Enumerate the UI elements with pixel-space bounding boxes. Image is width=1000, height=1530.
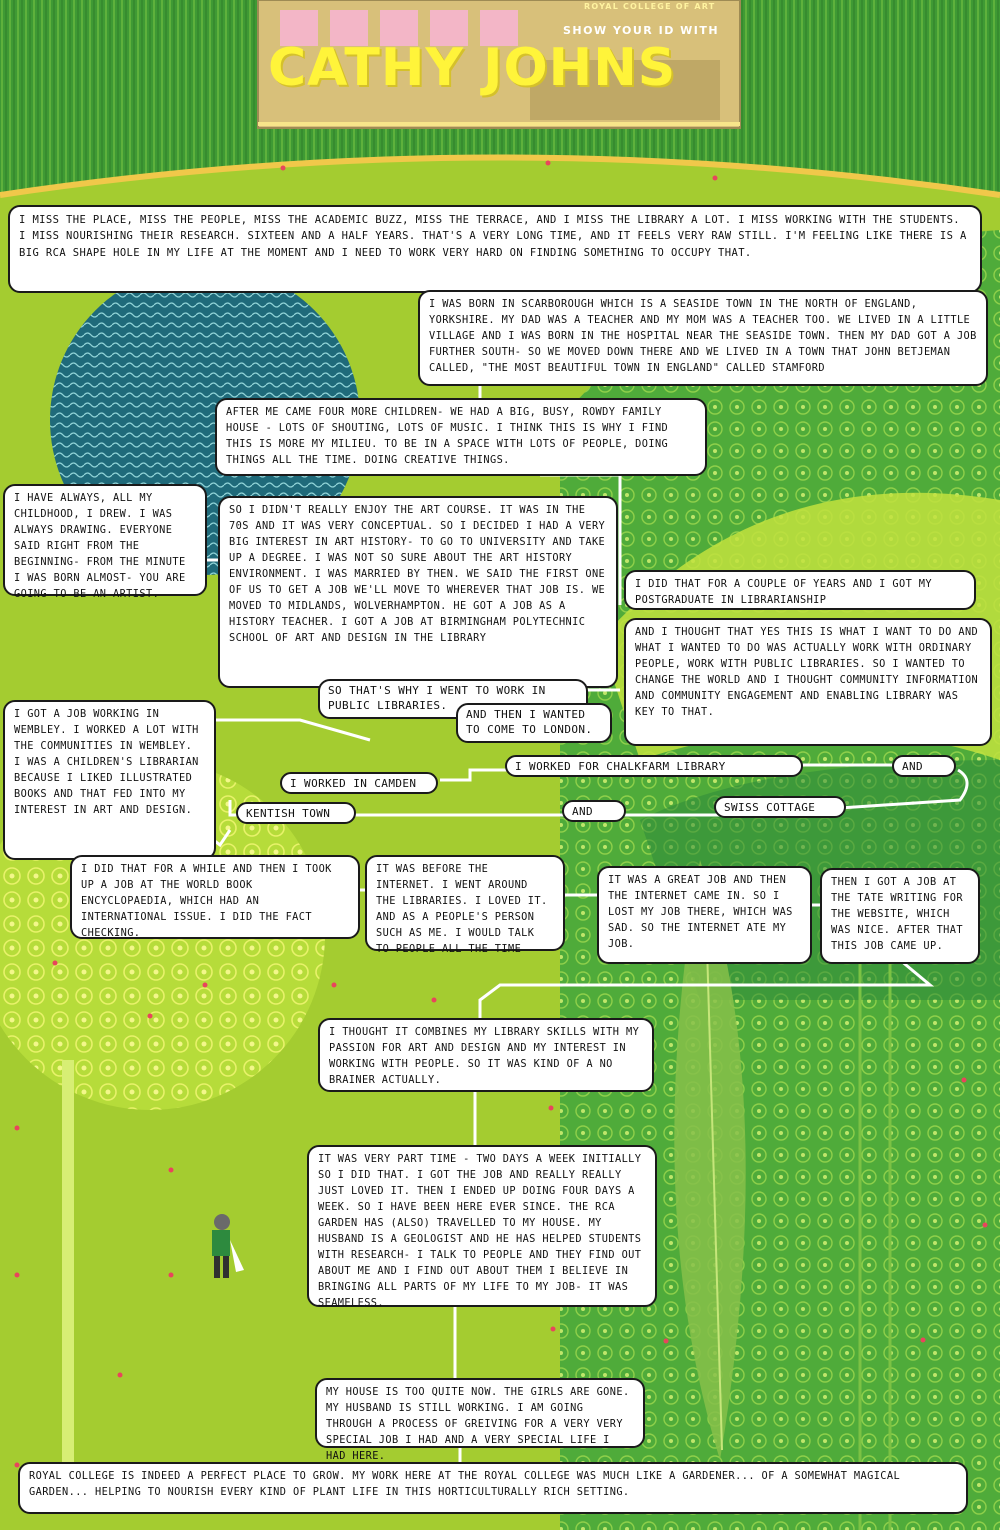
story-bubble-kentish-town: KENTISH TOWN [236,802,356,824]
story-bubble-swiss-cottage: SWISS COTTAGE [714,796,846,818]
story-bubble-art-course: SO I DIDN'T REALLY ENJOY THE ART COURSE. IT WAS IN THE 70S AND IT WAS VERY CONCEPTUAL. SO I DECIDED I HAD A VERY BIG INTEREST IN ART HISTORY- TO GO TO UNIVERSITY AND TAKE UP A DEGREE. I WAS NOT SO SURE ABOUT THE ART HISTORY ENVIRONMENT. I WAS MARRIED BY THEN. WE SAID THE FIRST ONE OF US TO GET A JOB WE'LL MOVE TO WHEREVER THAT JOB IS. WE MOVED TO MIDLANDS, WOLVERHAMPTON. HE GOT A JOB AS A HISTORY TEACHER. I GOT A JOB AT BIRMINGHAM POLYTECHNIC SCHOOL OF ART AND DESIGN IN THE LIBRARY [218,496,618,688]
story-bubble-worked-in-camden: I WORKED IN CAMDEN [280,772,438,794]
page-title: CATHY JOHNS [268,38,677,98]
story-bubble-perfect-place-to-grow: ROYAL COLLEGE IS INDEED A PERFECT PLACE TO GROW. MY WORK HERE AT THE ROYAL COLLEGE WAS MUCH LIKE A GARDENER... OF A SOMEWHAT MAGICAL GARDEN... HELPING TO NOURISH EVERY KIND OF PLANT LIFE IN THIS HORTICULTURALLY RICH SETTING. [18,1462,968,1514]
story-bubble-four-more-children: AFTER ME CAME FOUR MORE CHILDREN- WE HAD A BIG, BUSY, ROWDY FAMILY HOUSE - LOTS OF SHOUTING, LOTS OF MUSIC. I THINK THIS IS WHY I FIND THIS IS MORE MY MILIEU. TO BE IN A SPACE WITH LOTS OF PEOPLE, DOING THINGS ALL THE TIME. DOING CREATIVE THINGS. [215,398,707,476]
story-bubble-public-libraries: SO THAT'S WHY I WENT TO WORK IN PUBLIC LIBRARIES. [318,679,588,719]
story-bubble-internet-ate-job: IT WAS A GREAT JOB AND THEN THE INTERNET CAME IN. SO I LOST MY JOB THERE, WHICH WAS SAD. SO THE INTERNET ATE MY JOB. [597,866,812,964]
story-bubble-chalkfarm-library: I WORKED FOR CHALKFARM LIBRARY [505,755,803,777]
story-bubble-before-internet: IT WAS BEFORE THE INTERNET. I WENT AROUND THE LIBRARIES. I LOVED IT. AND AS A PEOPLE'S PERSON SUCH AS ME. I WOULD TALK TO PEOPLE ALL THE TIME [365,855,565,951]
story-bubble-house-too-quiet: MY HOUSE IS TOO QUITE NOW. THE GIRLS ARE GONE. MY HUSBAND IS STILL WORKING. I AM GOING THROUGH A PROCESS OF GREIVING FOR A VERY VERY SPECIAL JOB I HAD AND A VERY SPECIAL LIFE I HAD HERE. [315,1378,645,1448]
building-sign: ROYAL COLLEGE OF ART [584,2,716,11]
story-bubble-tate-website: THEN I GOT A JOB AT THE TATE WRITING FOR THE WEBSITE, WHICH WAS NICE. AFTER THAT THIS JOB CAME UP. [820,868,980,964]
story-bubble-always-drew: I HAVE ALWAYS, ALL MY CHILDHOOD, I DREW. I WAS ALWAYS DRAWING. EVERYONE SAID RIGHT FROM THE BEGINNING- FROM THE MINUTE I WAS BORN ALMOST- YOU ARE GOING TO BE AN ARTIST. [3,484,207,596]
story-bubble-miss-the-place: I MISS THE PLACE, MISS THE PEOPLE, MISS THE ACADEMIC BUZZ, MISS THE TERRACE, AND I MISS THE LIBRARY A LOT. I MISS WORKING WITH THE STUDENTS. I MISS NOURISHING THEIR RESEARCH. SIXTEEN AND A HALF YEARS. THAT'S A VERY LONG TIME, AND IT FEELS VERY RAW STILL. I'M FEELING LIKE THERE IS A BIG RCA SHAPE HOLE IN MY LIFE AT THE MOMENT AND I NEED TO WORK VERY HARD ON FINDING SOMETHING TO OCCUPY THAT. [8,205,982,293]
story-bubble-library-skills: I THOUGHT IT COMBINES MY LIBRARY SKILLS WITH MY PASSION FOR ART AND DESIGN AND MY INTEREST IN WORKING WITH PEOPLE. SO IT WAS KIND OF A NO BRAINER ACTUALLY. [318,1018,654,1092]
story-bubble-postgraduate: I DID THAT FOR A COUPLE OF YEARS AND I GOT MY POSTGRADUATE IN LIBRARIANSHIP [624,570,976,610]
story-bubble-and-1: AND [892,755,956,777]
story-bubble-and-2: AND [562,800,626,822]
tagline: SHOW YOUR ID WITH [563,24,720,37]
story-bubble-world-book: I DID THAT FOR A WHILE AND THEN I TOOK UP A JOB AT THE WORLD BOOK ENCYCLOPAEDIA, WHICH HAD AN INTERNATIONAL ISSUE. I DID THE FACT CHECKING. [70,855,360,939]
story-bubble-born-in-scarborough: I WAS BORN IN SCARBOROUGH WHICH IS A SEASIDE TOWN IN THE NORTH OF ENGLAND, YORKSHIRE. MY DAD WAS A TEACHER AND MY MOM WAS A TEACHER TOO. WE LIVED IN A LITTLE VILLAGE AND I WAS BORN IN THE HOSPITAL NEAR THE SEASIDE TOWN. THEN MY DAD GOT A JOB FURTHER SOUTH- SO WE MOVED DOWN THERE AND WE LIVED IN A TOWN THAT JOHN BETJEMAN CALLED, "THE MOST BEAUTIFUL TOWN IN ENGLAND" CALLED STAMFORD [418,290,988,386]
story-bubble-come-to-london: AND THEN I WANTED TO COME TO LONDON. [456,703,612,743]
story-bubble-wembley: I GOT A JOB WORKING IN WEMBLEY. I WORKED A LOT WITH THE COMMUNITIES IN WEMBLEY. I WAS A CHILDREN'S LIBRARIAN BECAUSE I LIKED ILLUSTRATED BOOKS AND THAT FED INTO MY INTEREST IN ART AND DESIGN. [3,700,216,860]
story-bubble-ordinary-people: AND I THOUGHT THAT YES THIS IS WHAT I WANT TO DO AND WHAT I WANTED TO DO WAS ACTUALLY WORK WITH ORDINARY PEOPLE, WORK WITH PUBLIC LIBRARIES. SO I WANTED TO CHANGE THE WORLD AND I THOUGHT COMMUNITY INFORMATION AND COMMUNITY ENGAGEMENT AND ENABLING LIBRARY WAS KEY TO THAT. [624,618,992,746]
story-bubble-part-time: IT WAS VERY PART TIME - TWO DAYS A WEEK INITIALLY SO I DID THAT. I GOT THE JOB AND REALLY REALLY JUST LOVED IT. THEN I ENDED UP DOING FOUR DAYS A WEEK. SO I HAVE BEEN HERE EVER SINCE. THE RCA GARDEN HAS (ALSO) TRAVELLED TO MY HOUSE. MY HUSBAND IS A GEOLOGIST AND HE HAS HELPED STUDENTS WITH RESEARCH- I TALK TO PEOPLE AND THEY FIND OUT ABOUT ME AND I FIND OUT ABOUT THEM I BELIEVE IN BRINGING ALL PARTS OF MY LIFE TO MY JOB- IT WAS SEAMELESS. [307,1145,657,1307]
